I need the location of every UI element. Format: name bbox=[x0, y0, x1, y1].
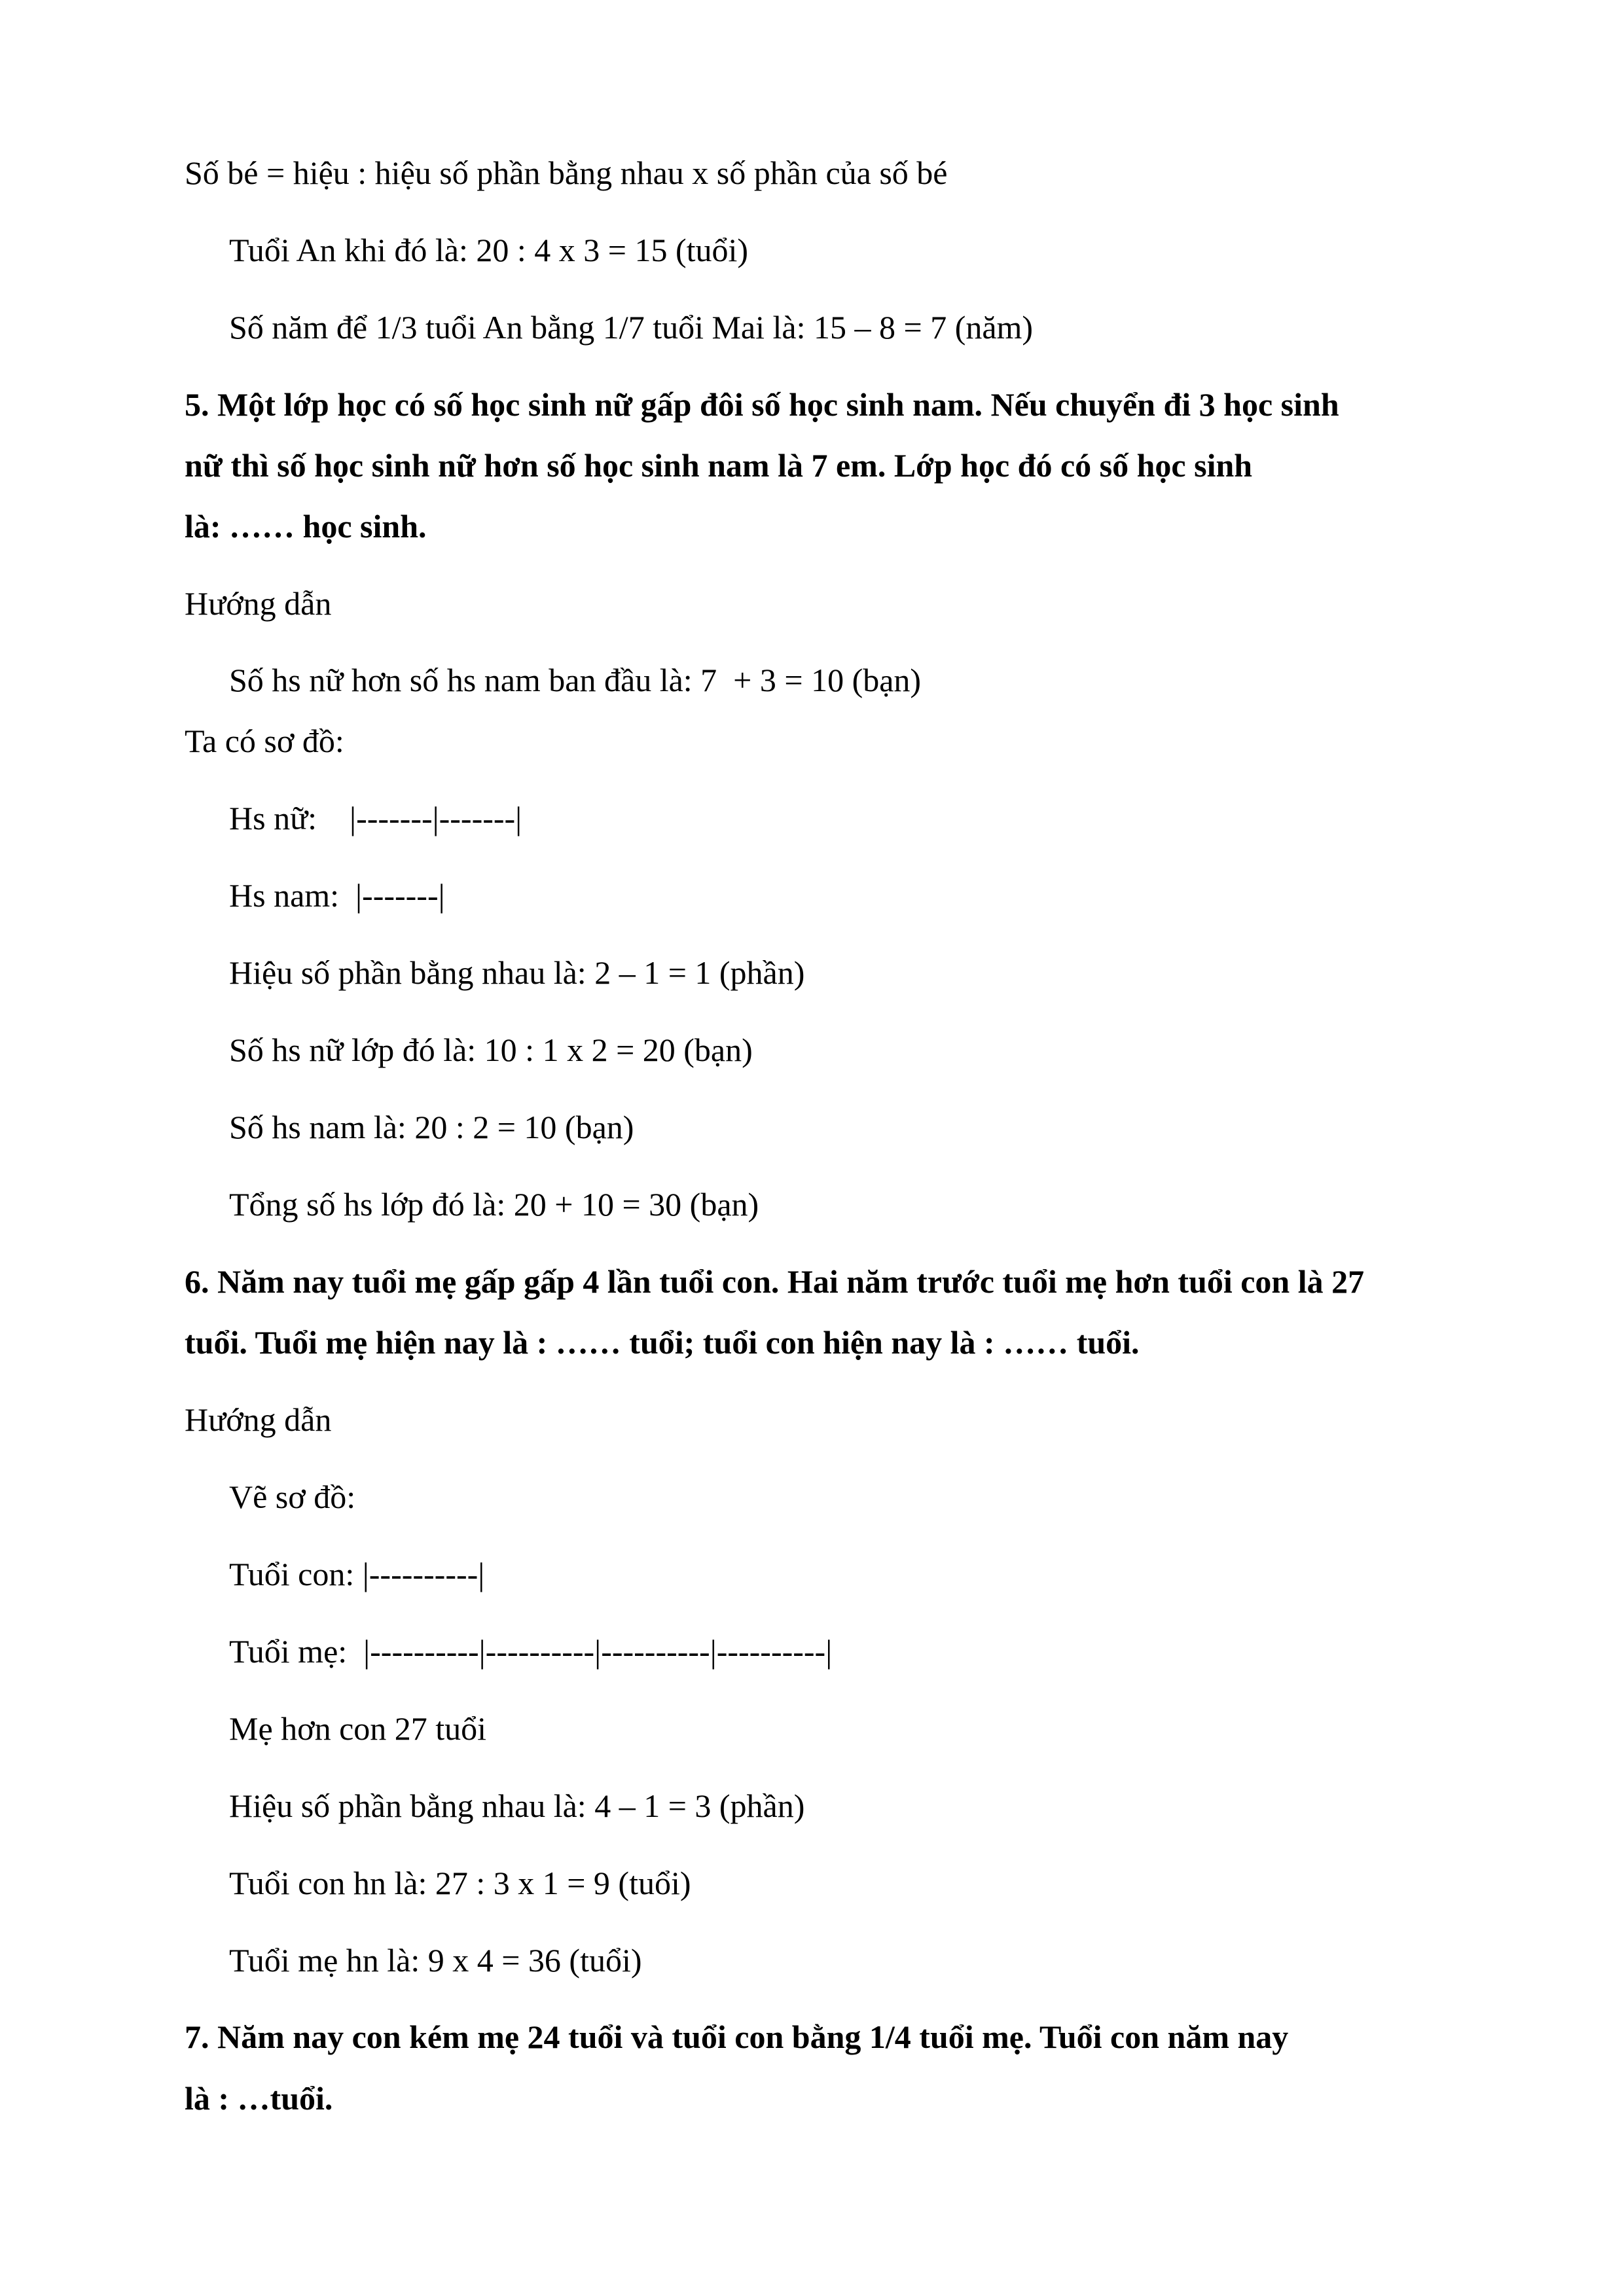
question-5-line: nữ thì số học sinh nữ hơn số học sinh nam là 7 em. Lớp học đó có số học sinh bbox=[185, 447, 1253, 484]
diagram-line: Tuổi con: |----------| bbox=[229, 1556, 485, 1592]
text-line: Số hs nữ hơn số hs nam ban đầu là: 7 + 3 = 10 (bạn) bbox=[229, 662, 922, 698]
question-6-line: 6. Năm nay tuổi mẹ gấp gấp 4 lần tuổi con. Hai năm trước tuổi mẹ hơn tuổi con là 27 bbox=[185, 1263, 1365, 1300]
text-line: Số hs nam là: 20 : 2 = 10 (bạn) bbox=[229, 1109, 634, 1145]
diagram-line: Hs nam: |-------| bbox=[229, 877, 445, 914]
text-line: Vẽ sơ đồ: bbox=[229, 1479, 356, 1515]
question-5-line: là: …… học sinh. bbox=[185, 508, 427, 545]
guide-heading: Hướng dẫn bbox=[185, 1401, 332, 1438]
guide-heading: Hướng dẫn bbox=[185, 585, 332, 622]
text-line: Mẹ hơn con 27 tuổi bbox=[229, 1710, 487, 1747]
question-7-line: 7. Năm nay con kém mẹ 24 tuổi và tuổi con bằng 1/4 tuổi mẹ. Tuổi con năm nay bbox=[185, 2018, 1289, 2055]
question-5-line: 5. Một lớp học có số học sinh nữ gấp đôi số học sinh nam. Nếu chuyển đi 3 học sinh bbox=[185, 386, 1339, 423]
text-line: Hiệu số phần bằng nhau là: 2 – 1 = 1 (phần) bbox=[229, 954, 805, 991]
question-6-line: tuổi. Tuổi mẹ hiện nay là : …… tuổi; tuổi con hiện nay là : …… tuổi. bbox=[185, 1324, 1140, 1361]
text-line: Hiệu số phần bằng nhau là: 4 – 1 = 3 (phần) bbox=[229, 1787, 805, 1824]
text-line: Tuổi mẹ hn là: 9 x 4 = 36 (tuổi) bbox=[229, 1942, 642, 1979]
question-7-line: là : …tuổi. bbox=[185, 2080, 333, 2117]
text-line: Ta có sơ đồ: bbox=[185, 723, 344, 759]
text-line: Tuổi con hn là: 27 : 3 x 1 = 9 (tuổi) bbox=[229, 1865, 691, 1901]
text-line: Tổng số hs lớp đó là: 20 + 10 = 30 (bạn) bbox=[229, 1186, 759, 1223]
diagram-line: Hs nữ: |-------|-------| bbox=[229, 800, 522, 836]
text-line: Số năm để 1/3 tuổi An bằng 1/7 tuổi Mai là: 15 – 8 = 7 (năm) bbox=[229, 309, 1034, 346]
diagram-line: Tuổi mẹ: |----------|----------|----------|----------| bbox=[229, 1633, 833, 1670]
text-line: Số bé = hiệu : hiệu số phần bằng nhau x số phần của số bé bbox=[185, 154, 948, 191]
text-line: Số hs nữ lớp đó là: 10 : 1 x 2 = 20 (bạn) bbox=[229, 1031, 753, 1068]
text-line: Tuổi An khi đó là: 20 : 4 x 3 = 15 (tuổi) bbox=[229, 232, 749, 268]
